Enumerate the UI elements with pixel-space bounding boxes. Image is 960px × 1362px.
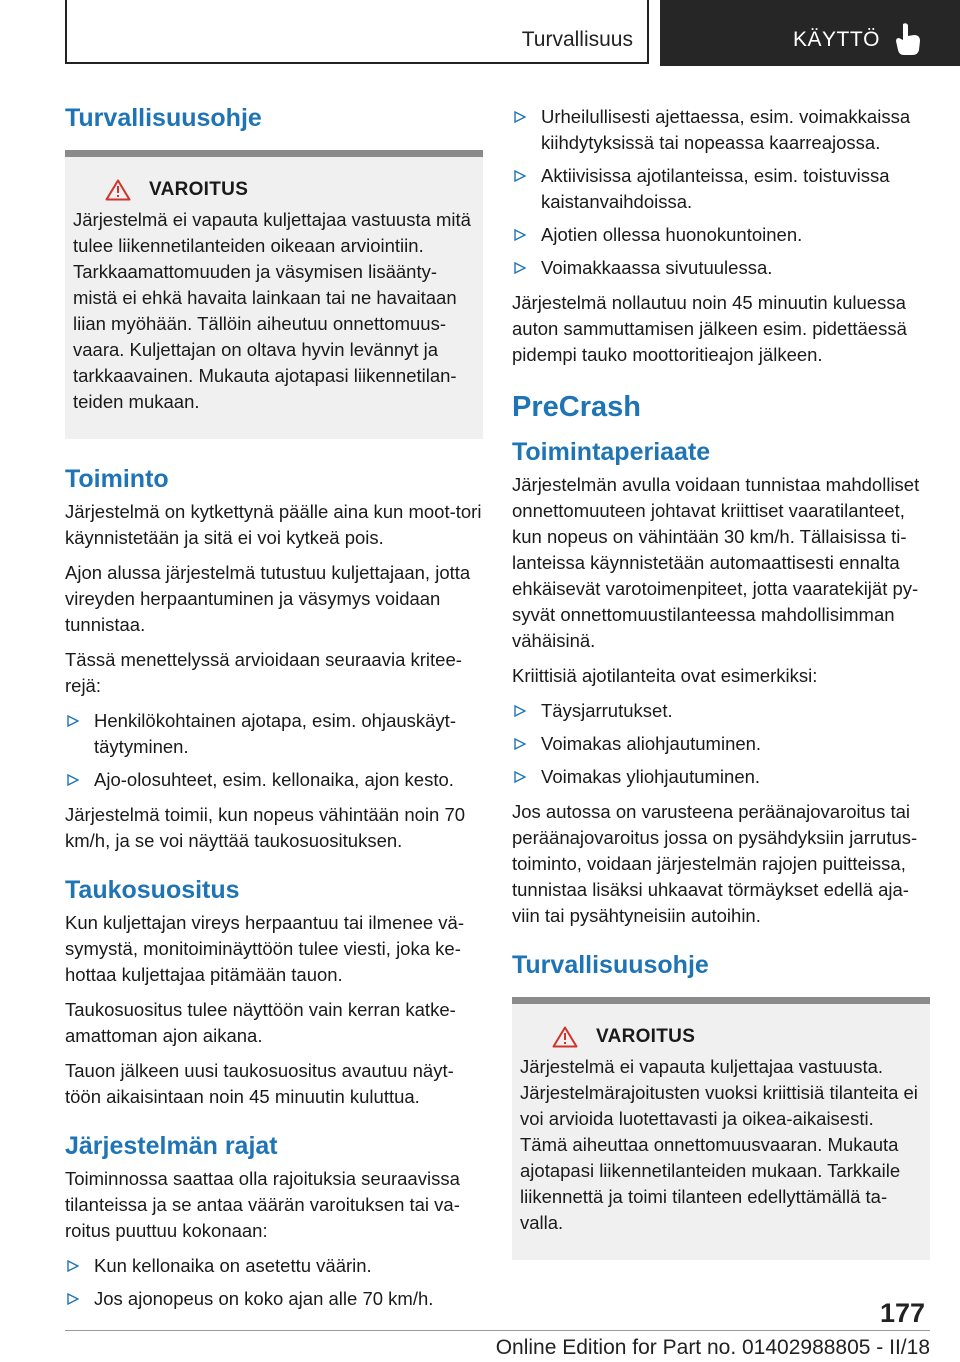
paragraph: Kun kuljettajan vireys herpaantuu tai ilmenee vä‐symystä, monitoiminäyttöön tulee viesti, joka ke‐hottaa kuljettajaa pitämään tauon.	[65, 912, 465, 985]
warning-box	[512, 1004, 930, 1260]
list-item	[512, 222, 930, 248]
critical-situations-list	[512, 698, 930, 790]
warning-title: VAROITUS	[596, 1026, 696, 1047]
triangle-bullet-icon	[514, 111, 526, 123]
warning-box	[65, 157, 483, 439]
triangle-bullet-icon	[514, 771, 526, 783]
warning-header	[552, 1026, 922, 1048]
list-item-text: Voimakas aliohjautuminen.	[541, 733, 762, 754]
heading-system-limits: Järjestelmän rajat	[65, 1132, 278, 1160]
heading-safety-notice-2: Turvallisuusohje	[512, 951, 709, 979]
left-column	[65, 100, 483, 1321]
footer-rule	[65, 1330, 930, 1331]
paragraph: Toiminnossa saattaa olla rajoituksia seuraavissa tilanteissa ja se antaa väärän varoituksen tai va‐roitus puuttuu kokonaan:	[65, 1168, 460, 1241]
list-item	[512, 698, 930, 724]
paragraph: Tässä menettelyssä arvioidaan seuraavia kritee‐rejä:	[65, 649, 462, 696]
heading-precrash: PreCrash	[512, 391, 641, 423]
warning-header	[105, 179, 475, 201]
warning-title: VAROITUS	[149, 179, 249, 200]
heading-break-recommendation: Taukosuositus	[65, 876, 240, 904]
list-item	[65, 1286, 483, 1312]
limits-list	[65, 1253, 483, 1312]
list-item-text: Jos ajonopeus on koko ajan alle 70 km/h.	[94, 1288, 434, 1309]
right-column	[512, 104, 930, 1282]
paragraph: Ajon alussa järjestelmä tutustuu kuljettajaan, jotta vireyden herpaantuminen ja väsymys voidaan tunnistaa.	[65, 562, 471, 635]
list-item-text: Voimakkaassa sivutuulessa.	[541, 257, 773, 278]
triangle-bullet-icon	[67, 715, 79, 727]
warning-triangle-icon	[552, 1026, 578, 1048]
triangle-bullet-icon	[514, 262, 526, 274]
heading-function: Toiminto	[65, 465, 169, 493]
list-item-text: Voimakas yliohjautuminen.	[541, 766, 761, 787]
list-item-text: Urheilullisesti ajettaessa, esim. voimakkaissa kiihdytyksissä tai nopeassa kaarreajossa.	[541, 106, 911, 153]
list-item-text: Ajo-olosuhteet, esim. kellonaika, ajon kesto.	[94, 769, 454, 790]
list-item	[65, 767, 483, 793]
list-item	[512, 255, 930, 281]
triangle-bullet-icon	[67, 774, 79, 786]
heading-safety-notice: Turvallisuusohje	[65, 104, 262, 132]
paragraph: Tauon jälkeen uusi taukosuositus avautuu näyt‐töön aikaisintaan noin 45 minuutin kuluttua.	[65, 1060, 454, 1107]
paragraph: Järjestelmä on kytkettynä päälle aina kun moot‐tori käynnistetään ja sitä ei voi kytkeä pois.	[65, 501, 482, 548]
list-item-text: Täysjarrutukset.	[541, 700, 673, 721]
warning-triangle-icon	[105, 179, 131, 201]
pointing-hand-icon	[894, 22, 922, 56]
paragraph: Järjestelmä toimii, kun nopeus vähintään noin 70 km/h, ja se voi näyttää taukosuosituksen.	[65, 804, 466, 851]
list-item	[512, 731, 930, 757]
list-item-text: Ajotien ollessa huonokuntoinen.	[541, 224, 803, 245]
list-item-text: Kun kellonaika on asetettu väärin.	[94, 1255, 372, 1276]
chapter-title: KÄYTTÖ	[793, 28, 881, 51]
paragraph: Järjestelmä nollautuu noin 45 minuutin kuluessa auton sammuttamisen jälkeen esim. pidettäessä pidempi tauko moottoritieajon jälkeen.	[512, 292, 907, 365]
triangle-bullet-icon	[67, 1293, 79, 1305]
page-number: 177	[880, 1298, 926, 1328]
triangle-bullet-icon	[514, 738, 526, 750]
chapter-tab	[660, 0, 960, 66]
list-item	[65, 708, 483, 760]
triangle-bullet-icon	[514, 229, 526, 241]
paragraph: Jos autossa on varusteena peräänajovaroitus tai peräänajovaroitus jossa on pysähdyksiin jarrutus‐toiminto, voidaan järjestelmän rajojen puitteissa, tunnistaa lisäksi uhkaavat törmäykset edellä aja‐viin tai pysähtyneisiin autoihin.	[512, 801, 918, 926]
warning-text: Järjestelmä ei vapauta kuljettajaa vastuusta. Järjestelmärajoitusten vuoksi kriittisiä tilanteita ei voi arvioida luotettavasti ja oikea-aikaisesti. Tämä aiheuttaa onnettomuusvaaran. Mukauta ajotapasi liikennetilanteiden mukaan. Tarkkaile liikennettä ja toimi tilanteen edellyttämällä ta‐valla.	[520, 1056, 918, 1233]
list-item-text: Henkilökohtainen ajotapa, esim. ohjauskäyt‐täytyminen.	[94, 710, 456, 757]
paragraph: Taukosuositus tulee näyttöön vain kerran katke‐amattoman ajon aikana.	[65, 999, 456, 1046]
list-item	[512, 104, 930, 156]
warning-rule	[65, 150, 483, 157]
limits-list-continued	[512, 104, 930, 281]
list-item	[65, 1253, 483, 1279]
header-section-box	[65, 0, 649, 64]
warning-rule	[512, 997, 930, 1004]
list-item-text: Aktiivisissa ajotilanteissa, esim. toistuvissa kaistanvaihdoissa.	[541, 165, 890, 212]
warning-text: Järjestelmä ei vapauta kuljettajaa vastuusta mitä tulee liikennetilanteiden oikeaan arviointiin. Tarkkaamattomuuden ja väsymisen lisäänty‐mistä ei ehkä havaita lainkaan tai ne havaitaan liian myöhään. Tällöin aiheutuu onnettomuus‐vaara. Kuljettajan on oltava hyvin levännyt ja tarkkaavainen. Mukauta ajotapasi liikennetilan‐teiden mukaan.	[73, 209, 471, 412]
paragraph: Kriittisiä ajotilanteita ovat esimerkiksi:	[512, 665, 818, 686]
heading-operating-principle: Toimintaperiaate	[512, 438, 711, 466]
list-item	[512, 163, 930, 215]
triangle-bullet-icon	[514, 170, 526, 182]
criteria-list	[65, 708, 483, 793]
triangle-bullet-icon	[67, 1260, 79, 1272]
paragraph: Järjestelmän avulla voidaan tunnistaa mahdolliset onnettomuuteen johtavat kriittiset vaaratilanteet, kun nopeus on vähintään 30 km/h. Tällaisissa ti‐lanteissa käynnistetään automaattisesti ennalta ehkäisevät varotoimenpiteet, jotta vaaratekijät py‐syvät onnettomuustilanteessa mahdollisimman vähäisinä.	[512, 474, 920, 651]
section-title: Turvallisuus	[521, 28, 633, 51]
list-item	[512, 764, 930, 790]
footer-edition: Online Edition for Part no. 01402988805 - II/18	[495, 1336, 930, 1359]
triangle-bullet-icon	[514, 705, 526, 717]
